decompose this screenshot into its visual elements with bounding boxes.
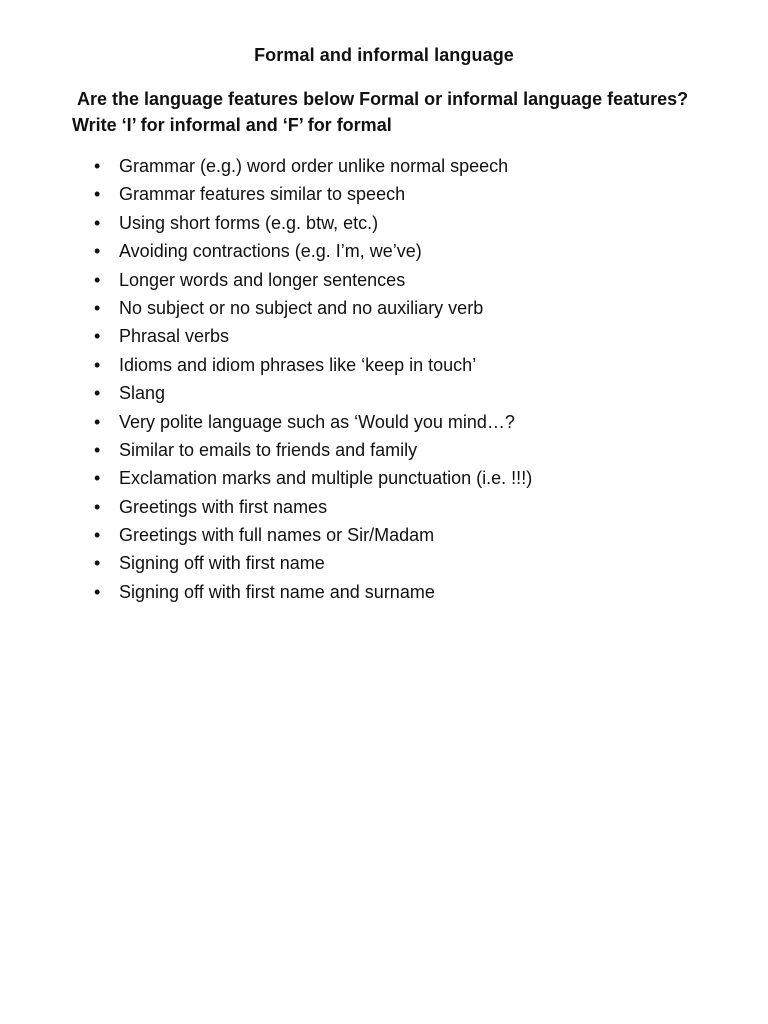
bullet-icon: • [94, 269, 101, 290]
bullet-icon: • [94, 581, 101, 602]
instructions-line-2: Write ‘I’ for informal and ‘F’ for formal [72, 115, 392, 135]
bullet-icon: • [94, 184, 101, 205]
bullet-icon: • [94, 326, 101, 347]
list-item-text: Exclamation marks and multiple punctuation (i.e. !!!) [119, 468, 533, 489]
list-item [94, 351, 734, 379]
list-item [94, 549, 734, 577]
instructions [72, 86, 732, 138]
bullet-icon: • [94, 439, 101, 460]
list-item [94, 322, 734, 350]
list-item [94, 521, 734, 549]
bullet-icon: • [94, 411, 101, 432]
bullet-icon: • [94, 468, 101, 489]
list-item [94, 152, 734, 180]
list-item [94, 464, 734, 492]
list-item-text: Phrasal verbs [119, 326, 230, 347]
list-item-text: Greetings with first names [119, 496, 328, 517]
instructions-line-1: Are the language features below Formal or informal language features? [77, 89, 689, 109]
list-item [94, 493, 734, 521]
list-item-text: Greetings with full names or Sir/Madam [119, 525, 435, 546]
list-item [94, 436, 734, 464]
list-item [94, 578, 734, 606]
page-title: Formal and informal language [254, 45, 514, 65]
list-item-text: Idioms and idiom phrases like ‘keep in touch’ [119, 354, 477, 375]
bullet-icon: • [94, 241, 101, 262]
bullet-icon: • [94, 553, 101, 574]
list-item [94, 379, 734, 407]
list-item-text: Using short forms (e.g. btw, etc.) [119, 212, 379, 233]
list-item [94, 209, 734, 237]
feature-list [94, 152, 734, 606]
bullet-icon: • [94, 212, 101, 233]
list-item [94, 266, 734, 294]
bullet-icon: • [94, 383, 101, 404]
list-item-text: Similar to emails to friends and family [119, 439, 418, 460]
bullet-icon: • [94, 525, 101, 546]
list-item-text: Longer words and longer sentences [119, 269, 406, 290]
bullet-icon: • [94, 354, 101, 375]
bullet-icon: • [94, 496, 101, 517]
list-item [94, 408, 734, 436]
list-item [94, 237, 734, 265]
bullet-icon: • [94, 156, 101, 176]
list-item-text: Grammar features similar to speech [119, 184, 406, 205]
list-item [94, 294, 734, 322]
list-item-text: Grammar (e.g.) word order unlike normal speech [119, 156, 509, 176]
list-item [94, 180, 734, 208]
list-item-text: Slang [119, 383, 166, 404]
list-item-text: Signing off with first name [119, 553, 325, 574]
list-item-text: No subject or no subject and no auxiliary verb [119, 297, 484, 318]
bullet-icon: • [94, 297, 101, 318]
list-item-text: Signing off with first name and surname [119, 581, 435, 602]
list-item-text: Very polite language such as ‘Would you mind…? [119, 411, 515, 432]
list-item-text: Avoiding contractions (e.g. I’m, we’ve) [119, 241, 422, 262]
